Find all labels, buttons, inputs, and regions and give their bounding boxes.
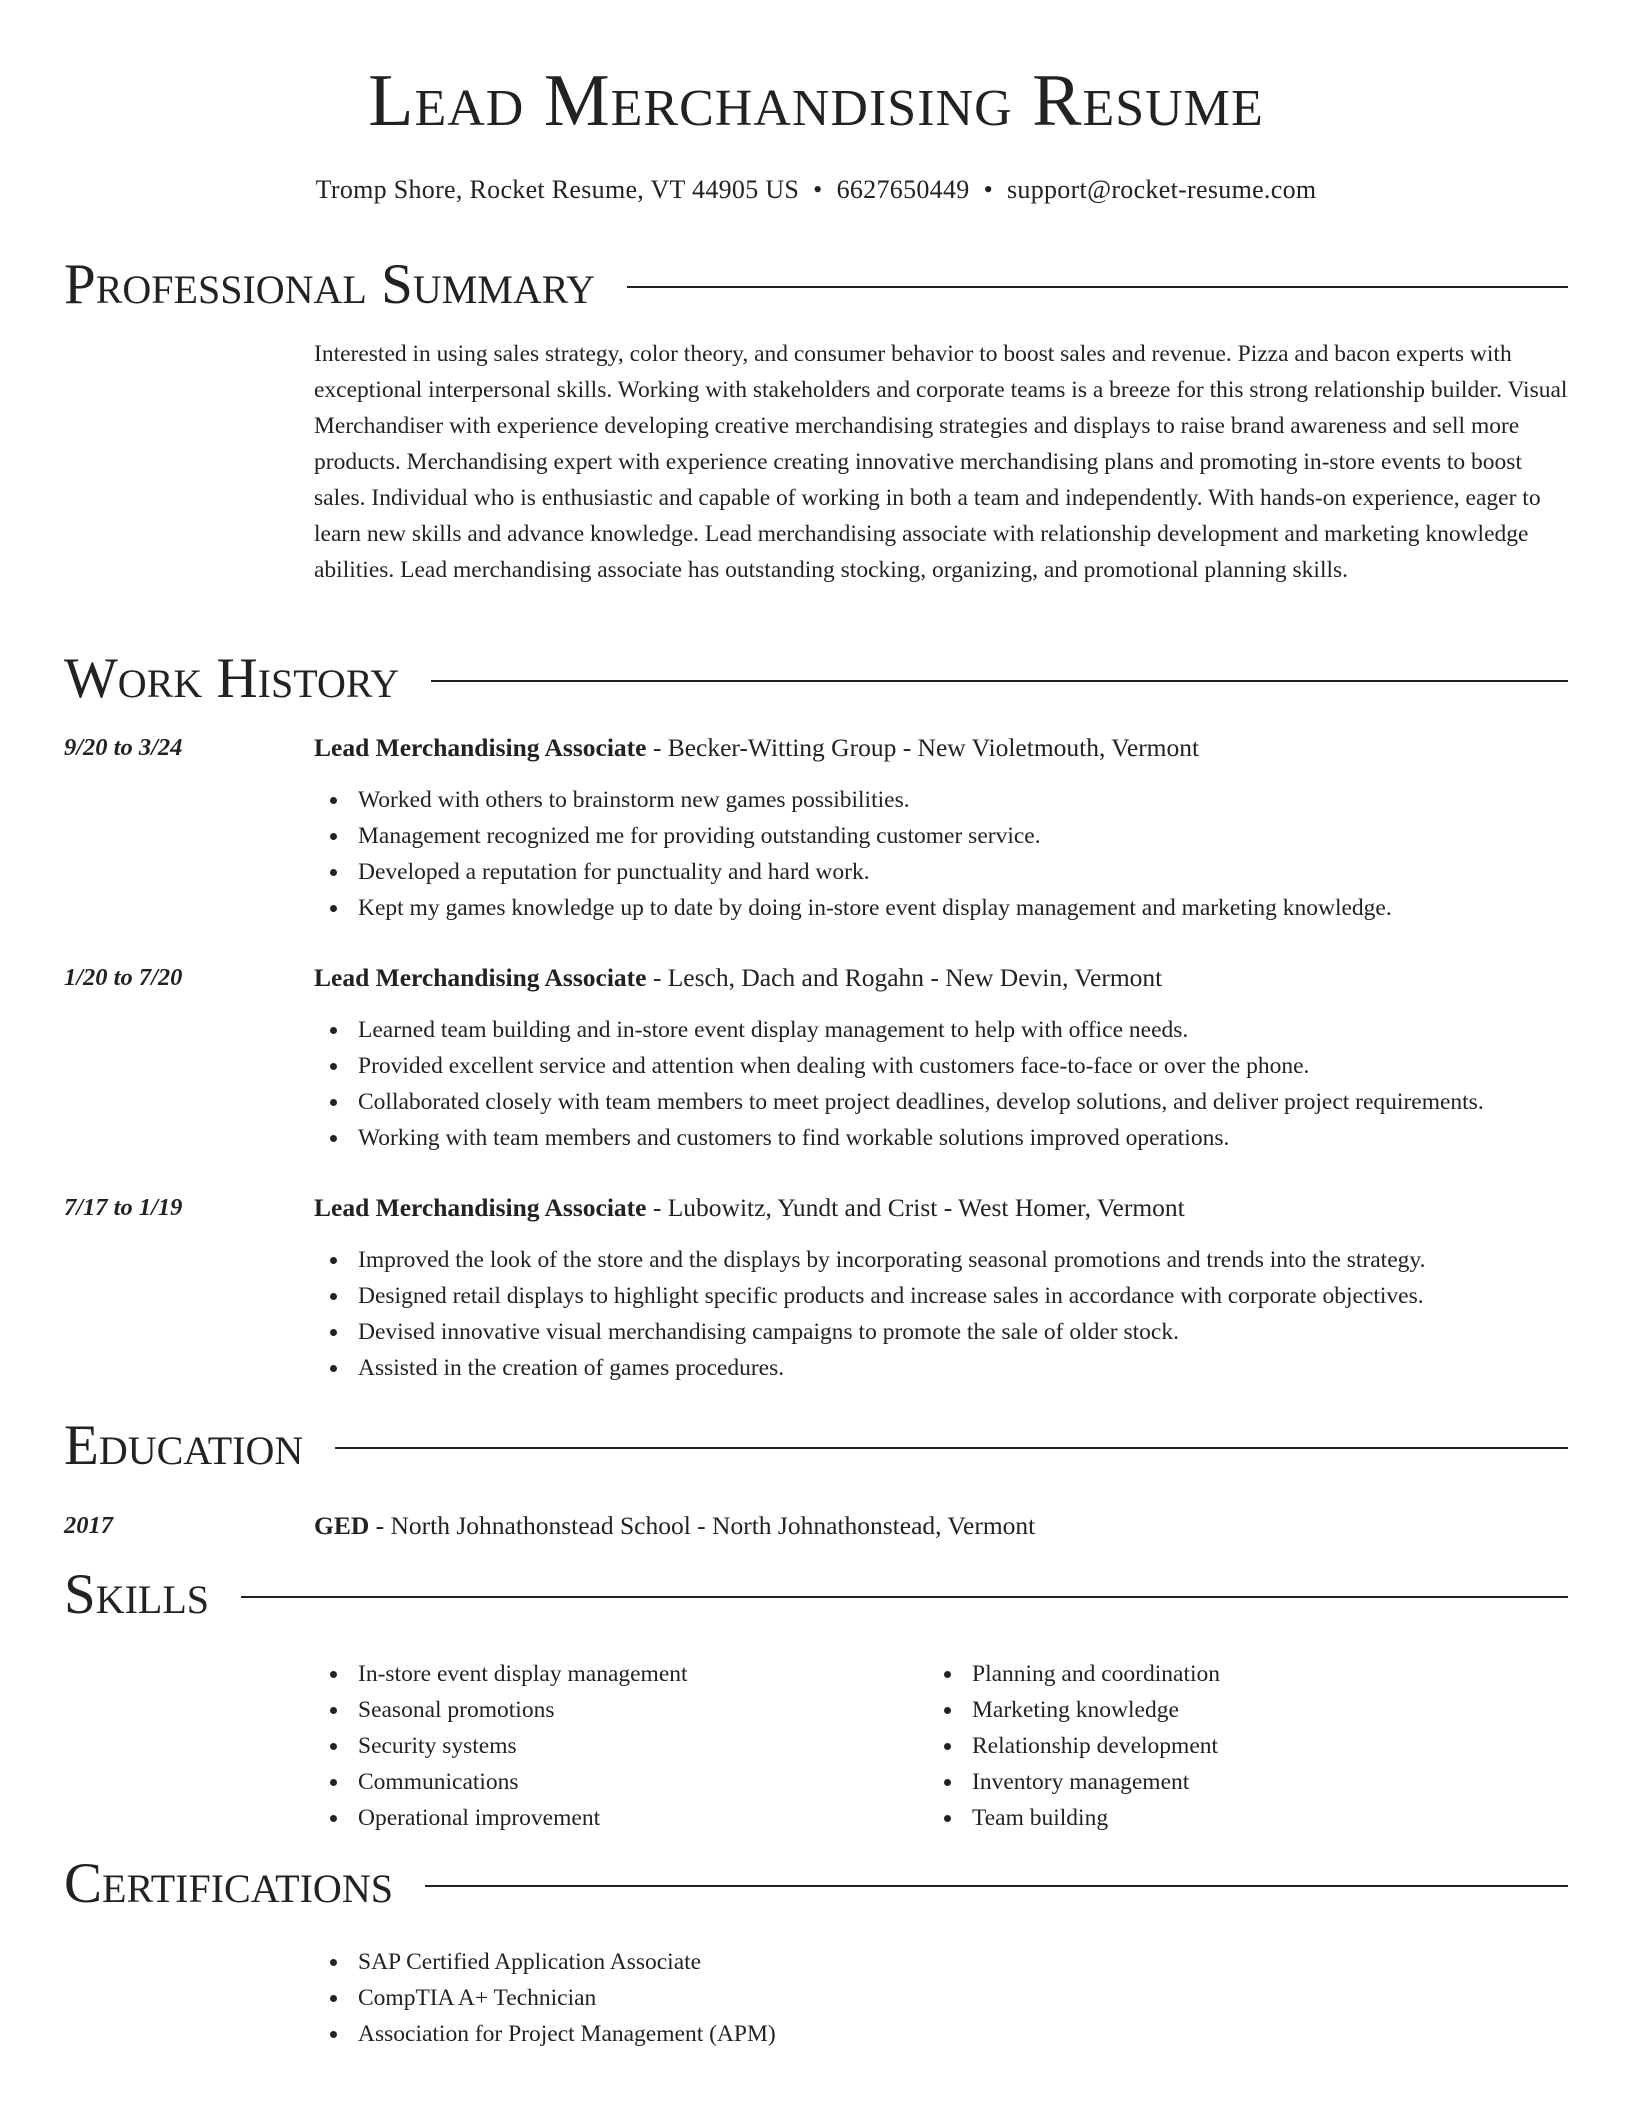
education-heading (314, 1508, 1035, 1544)
skills-list-right (928, 1656, 1528, 1836)
list-item: Working with team members and customers to find workable solutions improved operations. (314, 1120, 1584, 1156)
skill-item: Inventory management (928, 1764, 1528, 1800)
certification-item: CompTIA A+ Technician (314, 1980, 1114, 2016)
job-heading (314, 960, 1162, 996)
certifications-list (314, 1944, 1114, 2052)
job-title: Lead Merchandising Associate (314, 1193, 647, 1222)
list-item: Devised innovative visual merchandising campaigns to promote the sale of older stock. (314, 1314, 1584, 1350)
skill-item: Marketing knowledge (928, 1692, 1528, 1728)
job-bullets (314, 1242, 1584, 1386)
contact-separator: • (983, 175, 993, 204)
list-item: Kept my games knowledge up to date by doing in-store event display management and marketing knowledge. (314, 890, 1584, 926)
section-divider (335, 1447, 1568, 1449)
job-dates: 9/20 to 3/24 (64, 734, 183, 761)
certification-item: Association for Project Management (APM) (314, 2016, 1114, 2052)
contact-email: support@rocket-resume.com (1006, 175, 1317, 204)
section-divider (627, 286, 1568, 288)
skill-item: Planning and coordination (928, 1656, 1528, 1692)
list-item: Collaborated closely with team members to meet project deadlines, develop solutions, and deliver project requirements. (314, 1084, 1584, 1120)
list-item: Management recognized me for providing outstanding customer service. (314, 818, 1584, 854)
section-header-summary (64, 252, 1568, 318)
section-header-skills (64, 1562, 1568, 1628)
section-title: Professional Summary (64, 253, 596, 316)
job-bullets (314, 782, 1584, 926)
contact-line (0, 172, 1632, 208)
section-divider (241, 1596, 1568, 1598)
job-title: Lead Merchandising Associate (314, 963, 647, 992)
job-details: - Lubowitz, Yundt and Crist - West Homer, Vermont (646, 1193, 1185, 1222)
section-divider (431, 680, 1568, 682)
skill-item: Team building (928, 1800, 1528, 1836)
list-item: Designed retail displays to highlight specific products and increase sales in accordance with corporate objectives. (314, 1278, 1584, 1314)
contact-phone: 6627650449 (836, 175, 970, 204)
list-item: Improved the look of the store and the displays by incorporating seasonal promotions and trends into the strategy. (314, 1242, 1584, 1278)
contact-address: Tromp Shore, Rocket Resume, VT 44905 US (315, 175, 800, 204)
job-details: - Becker-Witting Group - New Violetmouth, Vermont (646, 733, 1200, 762)
education-year: 2017 (64, 1512, 113, 1539)
section-header-certifications (64, 1851, 1568, 1917)
summary-text: Interested in using sales strategy, color theory, and consumer behavior to boost sales and revenue. Pizza and bacon experts with exceptional interpersonal skills. Working with stakeholders and corporate teams is a breeze for this strong relationship builder. Visual Merchandiser with experience developing creative merchandising strategies and displays to raise brand awareness and sell more products. Merchandising expert with experience creating innovative merchandising plans and promoting in-store events to boost sales. Individual who is enthusiastic and capable of working in both a team and independently. With hands-on experience, eager to learn new skills and advance knowledge. Lead merchandising associate with relationship development and marketing knowledge abilities. Lead merchandising associate has outstanding stocking, organizing, and promotional planning skills. (314, 341, 1568, 583)
skills-list-left (314, 1656, 914, 1836)
section-header-education (64, 1413, 1568, 1479)
resume-title: Lead Merchandising Resume (368, 60, 1264, 142)
skill-item: Security systems (314, 1728, 914, 1764)
job-heading (314, 1190, 1185, 1226)
skill-item: Seasonal promotions (314, 1692, 914, 1728)
job-bullets (314, 1012, 1584, 1156)
skill-item: In-store event display management (314, 1656, 914, 1692)
section-title: Work History (64, 647, 400, 710)
section-title: Education (64, 1414, 304, 1477)
list-item: Worked with others to brainstorm new games possibilities. (314, 782, 1584, 818)
job-heading (314, 730, 1199, 766)
list-item: Developed a reputation for punctuality and hard work. (314, 854, 1584, 890)
education-details: - North Johnathonstead School - North Johnathonstead, Vermont (369, 1511, 1036, 1540)
certification-item: SAP Certified Application Associate (314, 1944, 1114, 1980)
section-title: Certifications (64, 1852, 393, 1915)
job-dates: 1/20 to 7/20 (64, 964, 183, 991)
skill-item: Communications (314, 1764, 914, 1800)
skill-item: Relationship development (928, 1728, 1528, 1764)
section-divider (425, 1885, 1568, 1887)
section-title: Skills (64, 1563, 210, 1626)
list-item: Assisted in the creation of games procedures. (314, 1350, 1584, 1386)
list-item: Provided excellent service and attention when dealing with customers face-to-face or over the phone. (314, 1048, 1584, 1084)
job-dates: 7/17 to 1/19 (64, 1194, 183, 1221)
list-item: Learned team building and in-store event display management to help with office needs. (314, 1012, 1584, 1048)
education-degree: GED (314, 1511, 370, 1540)
section-header-work-history (64, 646, 1568, 712)
contact-separator: • (813, 175, 823, 204)
job-title: Lead Merchandising Associate (314, 733, 647, 762)
skill-item: Operational improvement (314, 1800, 914, 1836)
job-details: - Lesch, Dach and Rogahn - New Devin, Vermont (646, 963, 1163, 992)
